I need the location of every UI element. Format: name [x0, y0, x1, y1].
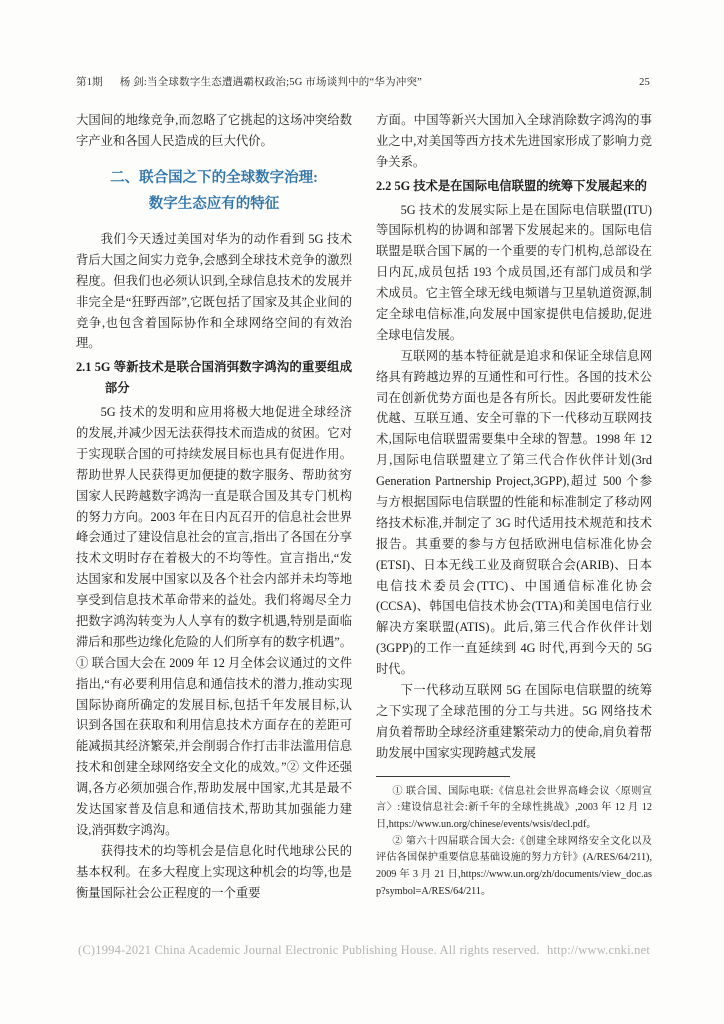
paragraph-digital-divide: 5G 技术的发明和应用将极大地促进全球经济的发展,并减少因无法获得技术而造成的贫困。它对于实现联合国的可持续发展目标也具有促进作用。帮助世界人民获得更加便捷的数字服务、帮助贫穷国家人民跨越数字鸿沟一直是联合国及其专门机构的努力方向。2003 年在日内瓦召开的信息社会世界峰会通过了建设信息社会的宣言,指出了各国在分享技术文明时存在着极大的不均等性。宣言指出,“发达国家和发展中国家以及各个社会内部并未均等地享受到信息技术革命带来的益处。我们将竭尽全力把数字鸿沟转变为人人享有的数字机遇,特别是面临滞后和那些边缘化危险的人们所享有的数字机遇”。① 联合国大会在 2009 年 12 月全体会议通过的文件指出,“有必要利用信息和通信技术的潜力,推动实现国际协商所确定的发展目标,包括千年发展目标,认识到各国在获取和利用信息技术方面存在的差距可能减损其经济繁荣,并会削弱合作打击非法滥用信息技术和创建全球网络安全文化的成效。”② 文件还强调,各方必须加强合作,帮助发展中国家,尤其是最不发达国家普及信息和通信技术,帮助其加强能力建设,消弭数字鸿沟。 — [76, 405, 352, 837]
section-heading-line1: 二、联合国之下的全球数字治理: — [110, 169, 318, 186]
section-heading-line2: 数字生态应有的特征 — [148, 195, 280, 212]
page-header — [76, 74, 650, 89]
paragraph-equal-access: 获得技术的均等机会是信息化时代地球公民的基本权利。在多大程度上实现这种机会的均等,也是衡量国际社会公正程度的一个重要 — [76, 843, 352, 900]
paragraph-internet-3gpp: 互联网的基本特征就是追求和保证全球信息网络具有跨越边界的互通性和可行性。各国的技术公司在创新优势方面也是各有所长。因此要研发性能优越、互联互通、安全可靠的下一代移动互联网技术,国际电信联盟需要集中全球的智慧。1998 年 12 月,国际电信联盟建立了第三代合作伙伴计划(3rd Generation Partnership Project,3GPP),超过 500 个参与方根据国际电信联盟的性能和标准制定了移动网络技术标准,并制定了 3G 时代适用技术规范和技术报告。其重要的参与方包括欧洲电信标准化协会(ETSI)、日本无线工业及商贸联合会(ARIB)、日本电信技术委员会(TTC)、中国通信标准化协会(CCSA)、韩国电信技术协会(TTA)和美国电信行业解决方案联盟(ATIS)。此后,第三代合作伙伴计划(3GPP)的工作一直延续到 4G 时代,再到今天的 5G 时代。 — [376, 348, 652, 677]
running-title: 杨 剑:当全球数字生态遭遇霸权政治;5G 市场谈判中的“华为冲突” — [119, 77, 423, 88]
paragraph-intro: 我们今天透过美国对华为的动作看到 5G 技术背后大国之间实力竞争,会感到全球技术竞争的激烈程度。但我们也必须认识到,全球信息技术的发展并非完全是“狂野西部”,它既包括了国家及其企业间的竞争,也包含着国际协作和全球网络空间的有效治理。 — [76, 231, 352, 351]
watermark-text: (C)1994-2021 China Academic Journal Electronic Publishing House. All rights reserved. — [78, 943, 540, 957]
paragraph-itu: 5G 技术的发展实际上是在国际电信联盟(ITU)等国际机构的协调和部署下发展起来的。国际电信联盟是联合国下属的一个重要的专门机构,总部设在日内瓦,成员包括 193 个成员国,还有部门成员和学术成员。它主管全球无线电频谱与卫星轨道资源,制定全球电信标准,向发展中国家提供电信援助,促进全球电信发展。 — [376, 202, 652, 342]
issue-label: 第1期 — [76, 77, 103, 88]
footnote-2: ② 第六十四届联合国大会:《创建全球网络安全文化以及评估各国保护重要信息基础设施的努力方针》(A/RES/64/211),2009 年 3 月 21 日,https://www.un.org/zh/documents/view_doc.asp?symbol=A/RES/64/211。 — [376, 835, 652, 897]
section-heading — [76, 165, 352, 217]
cnki-watermark — [78, 943, 650, 958]
subsection-heading-2-1: 2.1 5G 等新技术是联合国消弭数字鸿沟的重要组成部分 — [76, 360, 352, 396]
paragraph-continuation: 大国间的地缘竞争,而忽略了它挑起的这场冲突给数字产业和各国人民造成的巨大代价。 — [76, 113, 352, 148]
right-column — [376, 110, 652, 903]
paragraph-continuation: 方面。中国等新兴大国加入全球消除数字鸿沟的事业之中,对美国等西方技术先进国家形成了影响力竞争关系。 — [376, 113, 652, 169]
paragraph-5g-mission: 下一代移动互联网 5G 在国际电信联盟的统筹之下实现了全球范围的分工与共进。5G 网络技术肩负着帮助全球经济重建繁荣动力的使命,肩负着帮助发展中国家实现跨越式发展 — [376, 683, 652, 760]
footnote-separator — [376, 776, 510, 777]
page-number: 25 — [639, 77, 650, 88]
running-head — [76, 74, 422, 89]
two-column-body — [76, 110, 652, 903]
left-column — [76, 110, 352, 903]
footnotes — [376, 784, 652, 901]
watermark-url: http://www.cnki.net — [547, 943, 650, 957]
footnote-1: ① 联合国、国际电联:《信息社会世界高峰会议〈原则宣言〉:建设信息社会:新千年的全球性挑战》,2003 年 12 月 12 日,https://www.un.org/chinese/events/wsis/decl.pdf。 — [376, 785, 652, 831]
subsection-heading-2-2: 2.2 5G 技术是在国际电信联盟的统筹下发展起来的 — [376, 178, 647, 193]
